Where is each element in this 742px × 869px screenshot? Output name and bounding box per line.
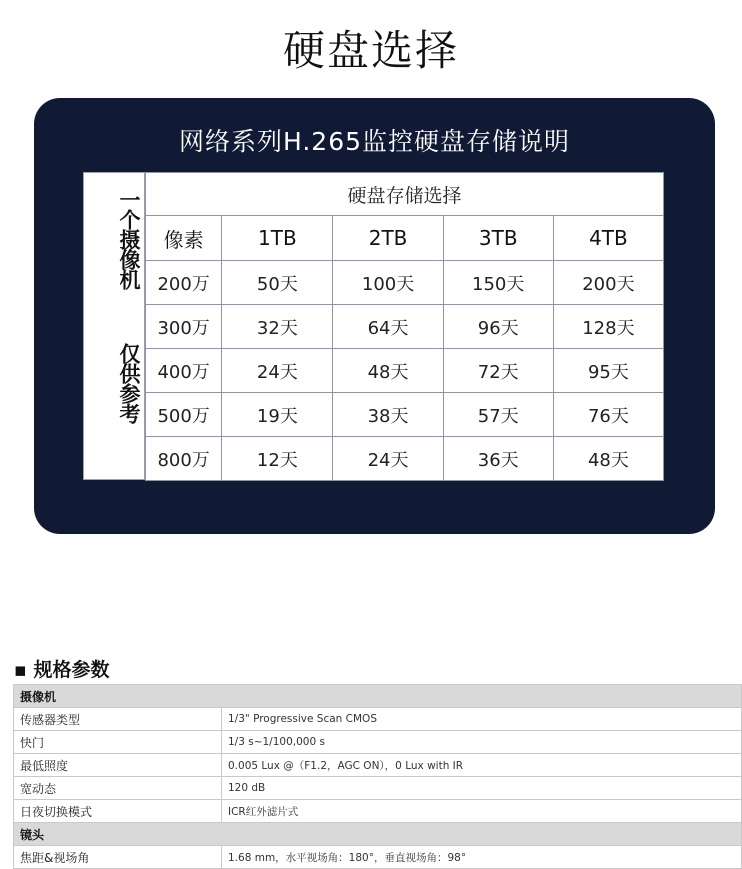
table-caption: 硬盘存储选择 bbox=[146, 173, 664, 216]
spec-value: 1/3 s~1/100,000 s bbox=[222, 731, 742, 754]
header-cell: 2TB bbox=[333, 216, 443, 261]
spec-label: 日夜切换模式 bbox=[14, 800, 222, 823]
table-cell: 200万 bbox=[146, 261, 222, 305]
spec-label: 快门 bbox=[14, 731, 222, 754]
table-cell: 200天 bbox=[553, 261, 663, 305]
table-cell: 38天 bbox=[333, 393, 443, 437]
table-cell: 24天 bbox=[222, 349, 333, 393]
spec-row bbox=[14, 731, 742, 754]
spec-section-row bbox=[14, 685, 742, 708]
table-row bbox=[146, 261, 664, 305]
table-cell: 57天 bbox=[443, 393, 553, 437]
table-cell: 12天 bbox=[222, 437, 333, 481]
spec-row bbox=[14, 777, 742, 800]
spec-section-row bbox=[14, 823, 742, 846]
side-label-camera: 一个摄像机 bbox=[117, 189, 141, 289]
table-cell: 76天 bbox=[553, 393, 663, 437]
spec-row bbox=[14, 708, 742, 731]
spec-label: 焦距&视场角 bbox=[14, 846, 222, 869]
table-cell: 36天 bbox=[443, 437, 553, 481]
table-cell: 150天 bbox=[443, 261, 553, 305]
table-cell: 19天 bbox=[222, 393, 333, 437]
spec-label: 最低照度 bbox=[14, 754, 222, 777]
header-cell: 1TB bbox=[222, 216, 333, 261]
spec-value: 1/3" Progressive Scan CMOS bbox=[222, 708, 742, 731]
table-cell: 500万 bbox=[146, 393, 222, 437]
table-cell: 800万 bbox=[146, 437, 222, 481]
header-row bbox=[146, 216, 664, 261]
spec-value: 0.005 Lux @（F1.2，AGC ON），0 Lux with IR bbox=[222, 754, 742, 777]
table-row bbox=[146, 437, 664, 481]
side-label bbox=[83, 172, 145, 480]
spec-label: 宽动态 bbox=[14, 777, 222, 800]
table-row bbox=[146, 305, 664, 349]
table-cell: 100天 bbox=[333, 261, 443, 305]
page-title: 硬盘选择 bbox=[282, 26, 459, 75]
header-cell: 3TB bbox=[443, 216, 553, 261]
table-row bbox=[146, 393, 664, 437]
spec-heading: ▪ 规格参数 bbox=[14, 659, 110, 681]
spec-row bbox=[14, 846, 742, 869]
table-cell: 128天 bbox=[553, 305, 663, 349]
table-row bbox=[146, 349, 664, 393]
table-cell: 48天 bbox=[553, 437, 663, 481]
table-cell: 50天 bbox=[222, 261, 333, 305]
spec-value: 1.68 mm，水平视场角：180°，垂直视场角：98° bbox=[222, 846, 742, 869]
storage-info-card bbox=[34, 98, 715, 534]
section-lens: 镜头 bbox=[14, 823, 742, 846]
spec-value: ICR红外滤片式 bbox=[222, 800, 742, 823]
side-label-reference: 仅供参考 bbox=[117, 343, 141, 423]
storage-table bbox=[145, 172, 664, 481]
spec-value: 120 dB bbox=[222, 777, 742, 800]
header-cell: 4TB bbox=[553, 216, 663, 261]
header-cell: 像素 bbox=[146, 216, 222, 261]
spec-table bbox=[13, 684, 742, 869]
table-cell: 72天 bbox=[443, 349, 553, 393]
card-title: 网络系列H.265监控硬盘存储说明 bbox=[178, 127, 571, 156]
spec-row bbox=[14, 800, 742, 823]
section-camera: 摄像机 bbox=[14, 685, 742, 708]
table-cell: 48天 bbox=[333, 349, 443, 393]
table-cell: 95天 bbox=[553, 349, 663, 393]
spec-row bbox=[14, 754, 742, 777]
table-cell: 96天 bbox=[443, 305, 553, 349]
table-cell: 24天 bbox=[333, 437, 443, 481]
table-cell: 300万 bbox=[146, 305, 222, 349]
spec-label: 传感器类型 bbox=[14, 708, 222, 731]
table-cell: 32天 bbox=[222, 305, 333, 349]
table-cell: 400万 bbox=[146, 349, 222, 393]
table-cell: 64天 bbox=[333, 305, 443, 349]
